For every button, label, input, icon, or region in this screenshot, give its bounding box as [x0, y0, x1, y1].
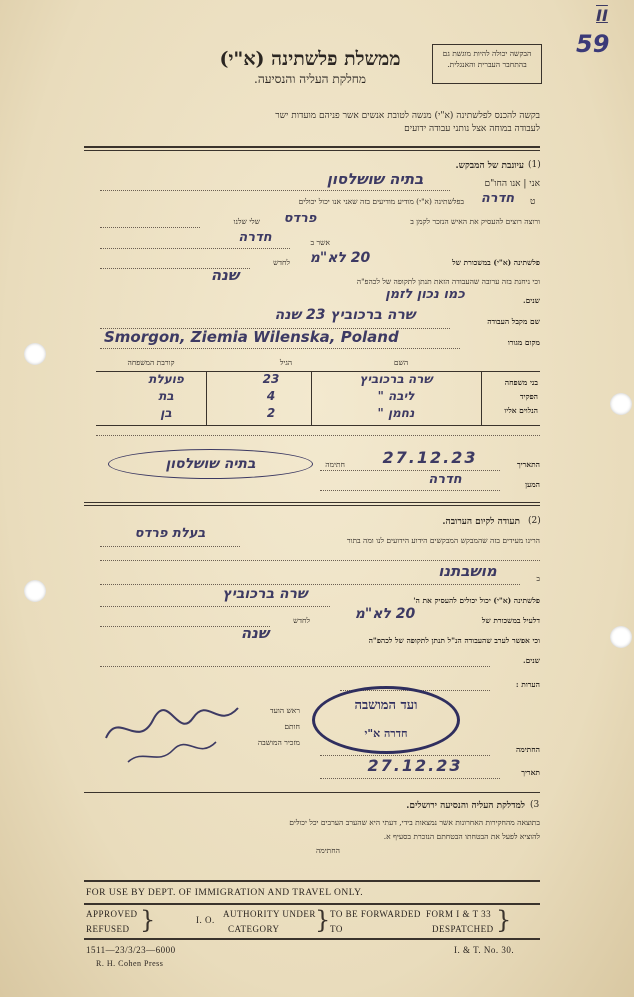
- top-double-rule: [84, 146, 540, 148]
- row-label-accompanying: הנלוים אליו: [504, 406, 538, 415]
- family-row-1-relation: פועלת: [148, 372, 184, 386]
- request-heading-2: לעבודה במוחה אצל נותני עבודה ידועים: [404, 124, 540, 134]
- section3-label-signature: החתימה: [315, 846, 340, 855]
- section2-line-1: הרינו מעידים בזה שהמבקש המבקשים הידוע הידועים לנו ומה בתור: [346, 536, 540, 545]
- label-years: שנים.: [522, 296, 540, 305]
- text-line-3: בפלשתינה (א"י) מודיע מודיעים בזה שאני אנו יכול יכולים: [298, 197, 464, 206]
- family-row-1-age: 23: [262, 372, 280, 386]
- signature-1: בתיה שושלסון: [108, 449, 313, 479]
- office-rule-top: [84, 880, 540, 882]
- office-forwarded: TO BE FORWARDED: [330, 909, 421, 919]
- section2-line-5: וכי אפשר לערב שהעבודה הנ"ל תנתן לתקופה של לכהפ"ה: [368, 636, 540, 645]
- applicant-location: חדרה: [480, 191, 515, 206]
- section2-label-b: ב: [536, 574, 540, 583]
- label-palestine: פלשתינה (א"י) במשכורת של: [452, 258, 540, 267]
- footer-form-number: I. & T. No. 30.: [454, 945, 515, 955]
- row-label-family: בני משפחה: [504, 378, 538, 387]
- request-heading-1: בקשה להכנס לפלשתינה (א"י) מנשה לטובת אנשים אשר פניהם מועדות ישר: [275, 111, 540, 121]
- section2-label-years: שנים.: [522, 656, 540, 665]
- years-note: כמו נכון לזמן: [385, 287, 465, 302]
- office-category: CATEGORY: [228, 924, 280, 934]
- section2-wage: 20 לא"מ: [354, 606, 416, 622]
- label-t: ט: [530, 197, 536, 207]
- address: חדרה: [428, 472, 462, 487]
- family-row-2-age: 4: [266, 389, 276, 403]
- section2-line-3: פלשתינה (א"י) יכול יכולים להעסיק את ה': [413, 596, 540, 605]
- text-line-4: ורוצה רוצים להעסיק את האיש הנזכר לקמן ב: [410, 217, 540, 226]
- language-note-box: הבקשה יכולה להיות מוגשת גם בהתחבר העברית והאנגלית.: [432, 44, 542, 84]
- punch-hole-left-1: [24, 343, 46, 365]
- office-io: I. O.: [196, 915, 215, 925]
- section2-colony: מושבתנו: [438, 562, 497, 580]
- section2-date: 27.12.23: [367, 756, 463, 775]
- wage-amount: 20 לא"מ: [309, 250, 371, 266]
- office-to: TO: [330, 924, 343, 934]
- label-chairman: ראש הועד: [270, 706, 300, 715]
- work-place: פרדס: [283, 211, 317, 226]
- footer-press: R. H. Cohen Press: [96, 959, 164, 968]
- footer-print-code: 1511—23/3/23—6000: [86, 945, 176, 955]
- corner-number: 59: [576, 30, 610, 58]
- colony-committee-stamp: [312, 686, 460, 754]
- table-header-relation: קורבת המשפחה: [127, 358, 175, 367]
- date-1: 27.12.23: [382, 448, 478, 467]
- office-despatched: DESPATCHED: [432, 924, 494, 934]
- punch-hole-right-1: [610, 393, 632, 415]
- row-label-depositor: הפקיד: [520, 392, 538, 401]
- office-title: FOR USE BY DEPT. OF IMMIGRATION AND TRAVEL ONLY.: [86, 888, 364, 898]
- section1-end-rule: [84, 502, 540, 503]
- employee-name: שרה ברכוביץ 23 שנה: [274, 307, 416, 323]
- label-signature-1: חתימה: [325, 460, 345, 469]
- section2-duration: שנה: [240, 624, 270, 642]
- duration-text: וכי ניחנת בזה ערובה שהעבודה הזאת תנתן לתקופה של לכהפ"ה: [356, 277, 540, 286]
- office-refused: REFUSED: [86, 924, 130, 934]
- section2-occupation: בעלת פרדס: [134, 526, 206, 541]
- section2-label-month: לחדש: [293, 616, 310, 625]
- table-header-age: הגיל: [279, 358, 293, 367]
- section3-line-2: להוציא לפעל את הבטחתו הבטחתם הנזכרת בסעיף א.: [383, 832, 540, 841]
- label-secretary: מזכיר המושבה: [257, 738, 300, 747]
- office-approved: APPROVED: [86, 909, 138, 919]
- label-residence: מקום מגורו: [507, 338, 540, 347]
- label-date-1: התאריך: [516, 460, 540, 469]
- family-row-2-name: ליבה ": [377, 389, 415, 403]
- punch-hole-left-2: [24, 580, 46, 602]
- family-row-1-name: שרה ברכוביץ: [359, 372, 433, 386]
- duration-value: שנה: [210, 266, 240, 284]
- section2-label-signature: החתימה: [515, 745, 540, 754]
- form-title: ממשלת פלשתינה (א"י): [219, 48, 401, 70]
- family-row-2-relation: בת: [158, 389, 174, 403]
- asher-location: חדרה: [238, 230, 272, 245]
- family-table: [96, 356, 540, 426]
- section2-heading: תעודה לקיום הערובה.: [442, 517, 520, 527]
- label-address: המען: [525, 480, 540, 489]
- section2-employee: שרה ברכוביץ: [222, 586, 308, 602]
- table-header-name: השם: [393, 358, 409, 367]
- text-line-4b: שלי שלנו: [233, 217, 260, 226]
- document-page: II 59 ממשלת פלשתינה (א"י) מחלקת העליה והנסיעה. הבקשה יכולה להיות מוגשת גם בהתחבר העברית והאנגלית. בקשה להכנס לפלשתינה (א"י) מנשה לטובת אנשים אשר פניהם מועדות ישר לעבודה במוחה אצל נותני עבודה ידועים (1) עיונבת של המבקש. אני | אנו החו"ם בתיה שושלסון ט חדרה בפלשתינה (א"י) מודיע מודיעים בזה שאני אנו יכול יכולים ורוצה רוצים להעסיק את האיש הנזכר לקמן ב פרדס שלי שלנו אשר ב חדרה פלשתינה (א"י) במשכורת של 20 לא"מ לחדש וכי ניחנת בזה ערובה שהעבודה הזאת תנתן לתקופה של לכהפ"ה שנה שנים. כמו נכון לזמן שם מקבל העבודה שרה ברכוביץ 23 שנה מקום מגורו Smorgon, Ziemia Wilenska, Poland השם הגיל קורבת המשפחה בני משפחה הפקיד הנלוים אליו שרה ברכוביץ 23 פועלת ליבה " 4 בת נחמן " 2 בן התאריך 27.12.23 חתימה בתיה שושלסון המען חדרה (2) תעודה לקיום הערובה. הרינו מעידים בזה שהמבקש המבקשים הידוע הידועים לנו ומה בתור בעלת פרדס ב מושבתנו פלשתינה (א"י) יכול יכולים להעסיק את ה' שרה ברכוביץ דלעיל במשכורת של 20 לא"מ לחדש וכי אפשר לערב שהעבודה הנ"ל תנתן לתקופה של לכהפ"ה שנה שנים. הערות : ראש הועד חותם מזכיר המושבה ועד המושבה חדרה א"י החתימה תאריך 27.12.23 (3 למדלקת העליה והנסיעה ירושלים. בתוצאה מהחקירות האחרונות אשר נמצאות בידי, דעתי היא שהערב הערבים יכל יכולים להוציא לפעל את הבטחתו הבטחתם הנזכרת בסעיף א. החתימה FOR USE BY DEPT. OF IMMIGRATION AND TRAVEL ONLY. APPROVED REFUSED } I. O. AUTHORITY UNDER CATEGORY } TO BE FORWARDED TO FORM I & T 33 DESPATCHED } 1511—23/3/23—6000 R. H. Cohen Press I. & T. No. 30.: [0, 0, 634, 997]
- section2-end-rule: [84, 792, 540, 793]
- section3-line-1: בתוצאה מהחקירות האחרונות אשר נמצאות בידי, דעתי היא שהערב הערבים יכל יכולים: [289, 818, 540, 827]
- section2-number: (2): [528, 516, 541, 526]
- office-authority: AUTHORITY UNDER: [223, 909, 316, 919]
- section2-label-date: תאריך: [521, 768, 540, 777]
- section2-line-4: דלעיל במשכורת של: [481, 616, 540, 625]
- form-subtitle: מחלקת העליה והנסיעה.: [254, 72, 366, 86]
- label-asher: אשר ב: [310, 238, 330, 247]
- family-row-3-relation: בן: [160, 406, 172, 420]
- office-form: FORM I & T 33: [426, 909, 492, 919]
- label-applicant: עיונבת של המבקש.: [455, 161, 524, 171]
- label-seal: חותם: [284, 722, 300, 731]
- label-i: אני | אנו החו"ם: [484, 179, 540, 189]
- stamp-bottom-text: חדרה א"י: [364, 727, 408, 740]
- top-rule-thin: [84, 150, 540, 151]
- chairman-signature: [98, 690, 248, 770]
- punch-hole-right-2: [610, 626, 632, 648]
- corner-mark: II: [596, 6, 608, 25]
- family-row-3-name: נחמן ": [377, 406, 415, 420]
- section3-number: (3: [530, 800, 540, 810]
- residence: Smorgon, Ziemia Wilenska, Poland: [104, 328, 399, 346]
- section3-heading: למדלקת העליה והנסיעה ירושלים.: [406, 801, 525, 811]
- section1-number: (1): [528, 160, 541, 170]
- label-month: לחדש: [273, 258, 290, 267]
- stamp-top-text: ועד המושבה: [354, 698, 418, 713]
- applicant-name: בתיה שושלסון: [326, 170, 424, 188]
- label-employee: שם מקבל העבודה: [487, 317, 540, 326]
- family-row-3-age: 2: [266, 406, 276, 420]
- section2-label-notes: הערות :: [515, 680, 540, 689]
